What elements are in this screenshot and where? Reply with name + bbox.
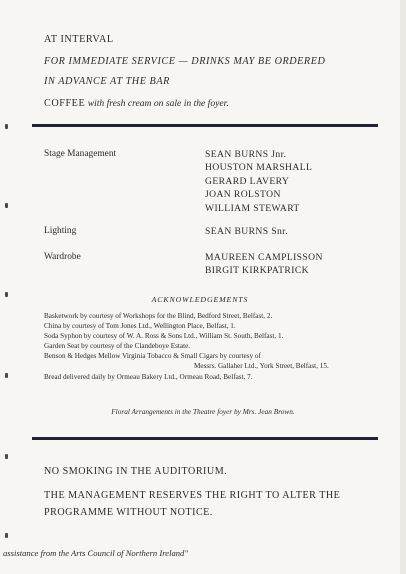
binding-mark [5, 373, 8, 378]
crew-name: SEAN BURNS Jnr. [205, 149, 287, 160]
crew-name: WILLIAM STEWART [205, 202, 300, 214]
reserve-line-2: PROGRAMME WITHOUT NOTICE. [44, 507, 213, 518]
binding-mark [5, 533, 8, 538]
floral-credit: Floral Arrangements in the Theatre foyer by Mrs. Jean Brown. [111, 407, 295, 416]
binding-mark [5, 203, 8, 208]
crew-name: HOUSTON MARSHALL [205, 162, 313, 174]
ack-line: Messrs. Gallaher Ltd., York Street, Belfast, 15. [194, 362, 329, 371]
crew-name: GERARD LAVERY [205, 175, 290, 187]
crew-name: JOAN ROLSTON [205, 189, 281, 201]
acknowledgements-heading: ACKNOWLEDGEMENTS [151, 295, 249, 304]
reserve-notice [44, 487, 340, 521]
binding-mark [5, 124, 8, 129]
crew-name: SEAN BURNS Snr. [205, 226, 289, 237]
crew-names-lighting [205, 225, 288, 238]
ack-line: Basketwork by courtesy of Workshops for the Blind, Bedford Street, Belfast, 2. [44, 312, 273, 320]
ack-line: Benson & Hedges Mellow Virginia Tobacco & Small Cigars by courtesy of [44, 352, 261, 361]
ack-line: Soda Syphon by courtesy of W. A. Ross & Sons Ltd., William St. South, Belfast, 1. [44, 332, 284, 341]
crew-name: MAUREEN CAMPLISSON [205, 252, 323, 263]
role-lighting: Lighting [44, 226, 77, 236]
acknowledgements-list [44, 311, 329, 382]
coffee-rest: with fresh cream on sale in the foyer. [87, 98, 229, 109]
divider-top [32, 124, 378, 127]
crew-names-wardrobe [205, 251, 323, 278]
interval-heading: AT INTERVAL [44, 34, 114, 45]
ack-line: Garden Seat by courtesy of the Clandeboye Estate. [44, 342, 191, 351]
ack-line: Bread delivered daily by Ormeau Bakery Ltd., Ormeau Road, Belfast, 7. [44, 372, 253, 381]
service-line-2: IN ADVANCE AT THE BAR [44, 76, 170, 87]
divider-bottom [32, 437, 378, 440]
service-line-1: FOR IMMEDIATE SERVICE — DRINKS MAY BE ORDERED [44, 56, 326, 67]
role-stage-management: Stage Management [44, 149, 117, 159]
footer-text: assistance from the Arts Council of Northern Ireland" [3, 548, 188, 558]
binding-mark [5, 454, 8, 459]
coffee-word: COFFEE [44, 98, 86, 109]
reserve-line-1: THE MANAGEMENT RESERVES THE RIGHT TO ALTER THE [44, 490, 341, 501]
ack-line: China by courtesy of Tom Jones Ltd., Wellington Place, Belfast, 1. [44, 322, 236, 331]
crew-name: BIRGIT KIRKPATRICK [205, 265, 309, 277]
crew-names-stage [205, 148, 312, 215]
coffee-line [44, 98, 229, 109]
no-smoking-notice: NO SMOKING IN THE AUDITORIUM. [44, 466, 228, 477]
role-wardrobe: Wardrobe [44, 252, 81, 262]
